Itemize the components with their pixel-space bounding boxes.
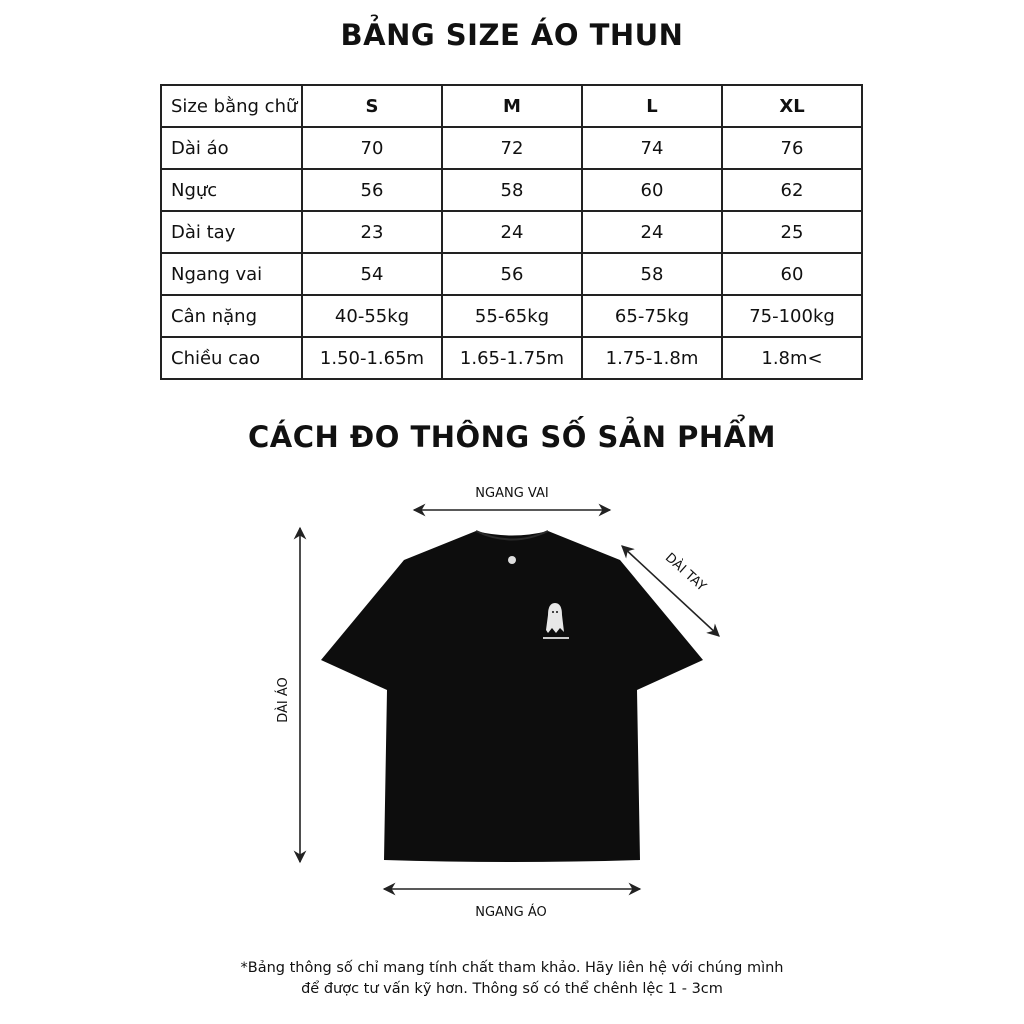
cell: 72 [442,127,582,169]
page-title: BẢNG SIZE ÁO THUN [340,18,684,52]
measurement-diagram [0,470,1024,940]
table-row [161,253,862,295]
cell: 1.65-1.75m [442,337,582,379]
cell: 1.50-1.65m [302,337,442,379]
cell: 58 [442,169,582,211]
table-row [161,337,862,379]
neck-label-icon [508,556,516,564]
cell: 75-100kg [722,295,862,337]
cell: 62 [722,169,862,211]
row-label: Dài áo [161,127,302,169]
cell: 23 [302,211,442,253]
size-xl: XL [722,85,862,127]
row-label: Chiều cao [161,337,302,379]
cell: 76 [722,127,862,169]
cell: 70 [302,127,442,169]
row-label: Ngang vai [161,253,302,295]
table-header-row [161,85,862,127]
width-label: NGANG ÁO [475,905,547,920]
cell: 74 [582,127,722,169]
cell: 60 [722,253,862,295]
cell: 54 [302,253,442,295]
table-row [161,169,862,211]
note-line-1: *Bảng thông số chỉ mang tính chất tham khảo. Hãy liên hệ với chúng mình [240,960,784,976]
row-label: Cân nặng [161,295,302,337]
cell: 24 [442,211,582,253]
cell: 55-65kg [442,295,582,337]
sleeve-label: DÀI TAY [661,550,709,595]
cell: 40-55kg [302,295,442,337]
shoulder-label: NGANG VAI [475,486,549,501]
table-row [161,127,862,169]
row-label: Ngực [161,169,302,211]
disclaimer-note [0,958,1024,1000]
cell: 60 [582,169,722,211]
cell: 58 [582,253,722,295]
header-label: Size bằng chữ [161,85,302,127]
cell: 25 [722,211,862,253]
cell: 1.75-1.8m [582,337,722,379]
cell: 24 [582,211,722,253]
cell: 1.8m< [722,337,862,379]
size-m: M [442,85,582,127]
cell: 65-75kg [582,295,722,337]
size-table [160,84,863,380]
size-l: L [582,85,722,127]
measure-title: CÁCH ĐO THÔNG SỐ SẢN PHẨM [248,420,776,454]
cell: 56 [442,253,582,295]
tshirt-image [321,531,703,862]
row-label: Dài tay [161,211,302,253]
cell: 56 [302,169,442,211]
table-row [161,295,862,337]
length-label: DÀI ÁO [276,677,291,723]
note-line-2: để được tư vấn kỹ hơn. Thông số có thể chênh lệc 1 - 3cm [301,981,723,997]
size-s: S [302,85,442,127]
table-row [161,211,862,253]
